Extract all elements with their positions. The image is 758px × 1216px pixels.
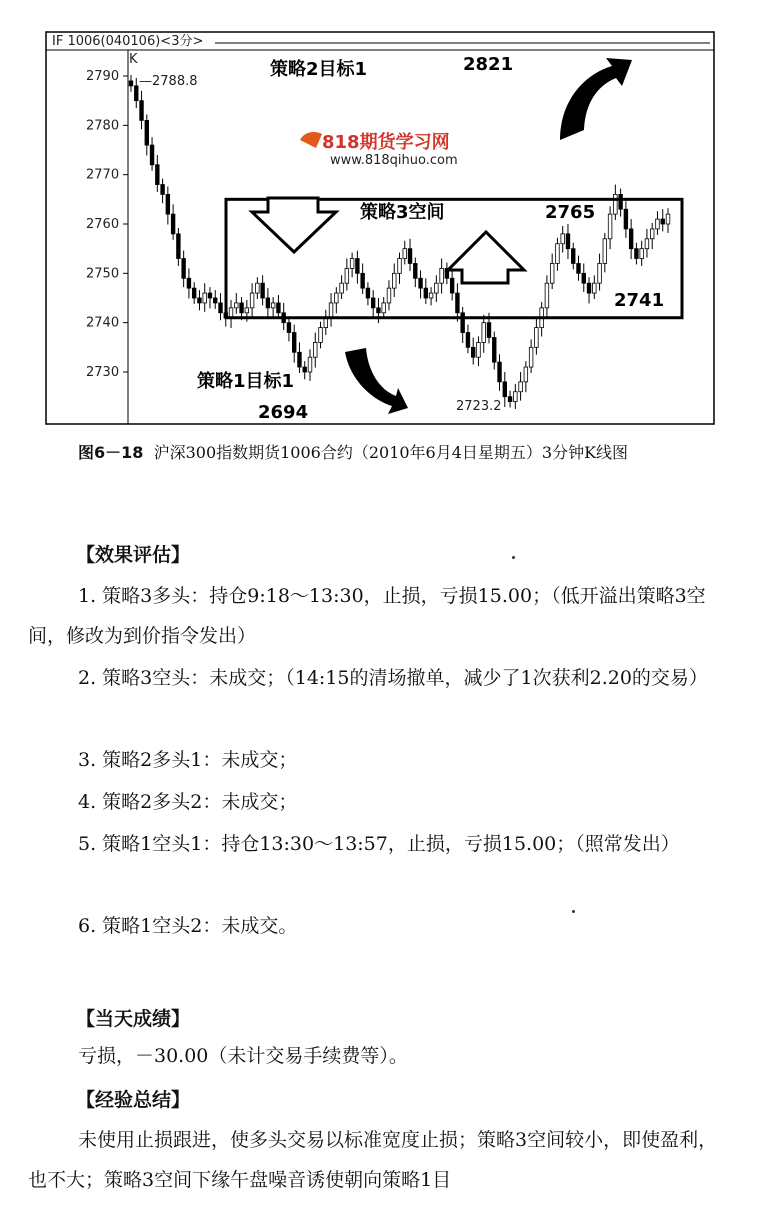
candle-body	[535, 328, 539, 348]
candle-body	[466, 333, 470, 348]
candle-body	[498, 362, 502, 382]
effect-item-4: 4. 策略2多头2：未成交；	[78, 791, 298, 813]
candle-body	[619, 194, 623, 209]
candle-body	[450, 278, 454, 293]
candle-body	[219, 303, 223, 313]
section-summary-heading: 【经验总结】	[76, 1089, 191, 1111]
candle-body	[471, 347, 475, 357]
chart-frame	[46, 32, 714, 424]
candle-body	[129, 81, 133, 86]
candle-body	[308, 357, 312, 372]
candle-body	[529, 347, 533, 367]
candle-body	[287, 323, 291, 333]
candle-body	[382, 303, 386, 313]
candle-body	[377, 308, 381, 313]
candle-body	[661, 219, 665, 224]
candle-body	[487, 323, 491, 338]
k-marker: K	[129, 52, 138, 67]
y-tick-label: 2760	[86, 217, 120, 232]
target2-value: 2821	[463, 54, 514, 75]
candle-body	[603, 239, 607, 264]
candle-body	[134, 86, 138, 101]
candle-body	[150, 145, 154, 165]
effect-item-1: 1. 策略3多头：持仓9:18～13:30，止损，亏损15.00；（低开溢出策略3空间，修改为到价指令发出）	[28, 585, 706, 647]
candle-body	[245, 308, 249, 313]
chart-header: IF 1006(040106)<3分>	[52, 34, 204, 49]
y-tick-label: 2780	[86, 118, 120, 134]
candle-body	[145, 120, 149, 145]
y-tick-label: 2770	[86, 167, 120, 183]
effect-item-2: 2. 策略3空头：未成交；（14:15的清场撤单，减少了1次获利2.20的交易）	[78, 667, 708, 689]
candle-body	[366, 288, 370, 298]
candle-body	[234, 303, 238, 308]
candle-body	[277, 303, 281, 313]
candle-body	[429, 293, 433, 298]
chart-svg	[0, 0, 758, 430]
candle-body	[419, 278, 423, 288]
candle-body	[203, 293, 207, 303]
candle-body	[361, 273, 365, 288]
candle-body	[524, 367, 528, 382]
candle-body	[440, 268, 444, 283]
effect-item-5: 5. 策略1空头1：持仓13:30～13:57，止损，亏损15.00；（照常发出）	[78, 833, 680, 855]
candle-body	[161, 185, 165, 195]
candle-body	[271, 303, 275, 308]
watermark-logo: 818期货学习网	[322, 132, 450, 153]
candle-body	[387, 288, 391, 303]
candle-body	[598, 263, 602, 283]
effect-item-6: 6. 策略1空头2：未成交。	[78, 915, 298, 937]
candle-body	[424, 288, 428, 298]
candle-body	[545, 283, 549, 308]
candle-body	[519, 382, 523, 392]
candle-body	[166, 194, 170, 214]
target1-label: 策略1目标1	[197, 371, 295, 392]
candle-body	[250, 293, 254, 308]
candle-body	[171, 214, 175, 234]
candle-body	[403, 249, 407, 259]
candle-body	[503, 382, 507, 397]
candle-body	[550, 263, 554, 283]
candle-body	[629, 229, 633, 249]
candle-body	[666, 214, 670, 224]
candle-body	[650, 229, 654, 239]
candle-body	[371, 298, 375, 308]
candle-body	[624, 209, 628, 229]
candle-body	[514, 392, 518, 402]
effect-item-3: 3. 策略2多头1：未成交；	[78, 749, 298, 771]
candle-body	[398, 259, 402, 274]
box-bottom-value: 2741	[614, 290, 665, 311]
candle-body	[345, 268, 349, 283]
candle-body	[456, 293, 460, 313]
candle-body	[187, 278, 191, 288]
candle-body	[298, 352, 302, 367]
candle-body	[408, 249, 412, 264]
candle-body	[198, 298, 202, 303]
figure-number: 图6－18	[78, 443, 144, 462]
high-price-label: —2788.8	[139, 74, 198, 89]
candle-body	[556, 244, 560, 264]
candle-body	[392, 273, 396, 288]
figure-caption	[78, 438, 718, 468]
candle-body	[435, 283, 439, 293]
box-top-value: 2765	[545, 202, 596, 223]
candle-body	[413, 263, 417, 278]
candle-body	[635, 249, 639, 259]
candle-body	[645, 239, 649, 249]
candle-body	[508, 397, 512, 402]
y-tick-label: 2790	[86, 69, 120, 84]
candle-body	[482, 323, 486, 343]
candle-body	[140, 101, 144, 121]
candle-body	[208, 293, 212, 298]
candle-body	[587, 283, 591, 293]
candle-body	[256, 283, 260, 293]
candle-body	[340, 283, 344, 293]
section-result-heading: 【当天成绩】	[76, 1008, 191, 1030]
candlestick-chart	[0, 0, 758, 430]
candle-body	[614, 194, 618, 214]
low-price-label: 2723.2	[456, 399, 502, 414]
watermark-url: www.818qihuo.com	[330, 153, 458, 168]
candle-body	[577, 263, 581, 273]
candle-body	[213, 298, 217, 303]
candle-body	[461, 313, 465, 333]
candle-body	[177, 234, 181, 259]
candle-body	[356, 259, 360, 274]
candle-body	[561, 234, 565, 244]
target1-value: 2694	[258, 402, 309, 423]
candle-body	[492, 337, 496, 362]
candle-body	[477, 342, 481, 357]
result-text: 亏损，－30.00（未计交易手续费等）。	[78, 1045, 408, 1067]
candle-body	[303, 367, 307, 372]
candle-body	[192, 288, 196, 298]
figure-caption-text: 沪深300指数期货1006合约（2010年6月4日星期五）3分钟K线图	[153, 443, 629, 462]
box-label: 策略3空间	[360, 202, 445, 223]
candle-body	[292, 333, 296, 353]
section-effect-heading: 【效果评估】	[76, 544, 191, 566]
candle-body	[640, 249, 644, 259]
candle-body	[261, 283, 265, 298]
candle-body	[266, 298, 270, 308]
candle-body	[566, 234, 570, 249]
scan-speck	[512, 556, 515, 559]
candle-body	[313, 342, 317, 357]
candle-body	[582, 273, 586, 283]
candle-body	[329, 303, 333, 318]
summary-text: 未使用止损跟进，使多头交易以标准宽度止损；策略3空间较小，即使盈利，也不大；策略3空间下缘午盘噪音诱使朝向策略1目	[28, 1129, 718, 1191]
candle-body	[156, 165, 160, 185]
y-tick-label: 2730	[86, 365, 120, 380]
candle-body	[319, 328, 323, 343]
y-tick-label: 2740	[86, 315, 120, 331]
scan-speck	[572, 910, 575, 913]
candle-body	[335, 293, 339, 303]
candle-body	[182, 259, 186, 279]
candle-body	[350, 259, 354, 269]
target2-label: 策略2目标1	[270, 59, 368, 80]
candle-body	[592, 283, 596, 293]
candle-body	[571, 249, 575, 264]
candle-body	[656, 219, 660, 229]
candle-body	[240, 303, 244, 313]
candle-body	[608, 214, 612, 239]
y-tick-label: 2750	[86, 266, 120, 282]
